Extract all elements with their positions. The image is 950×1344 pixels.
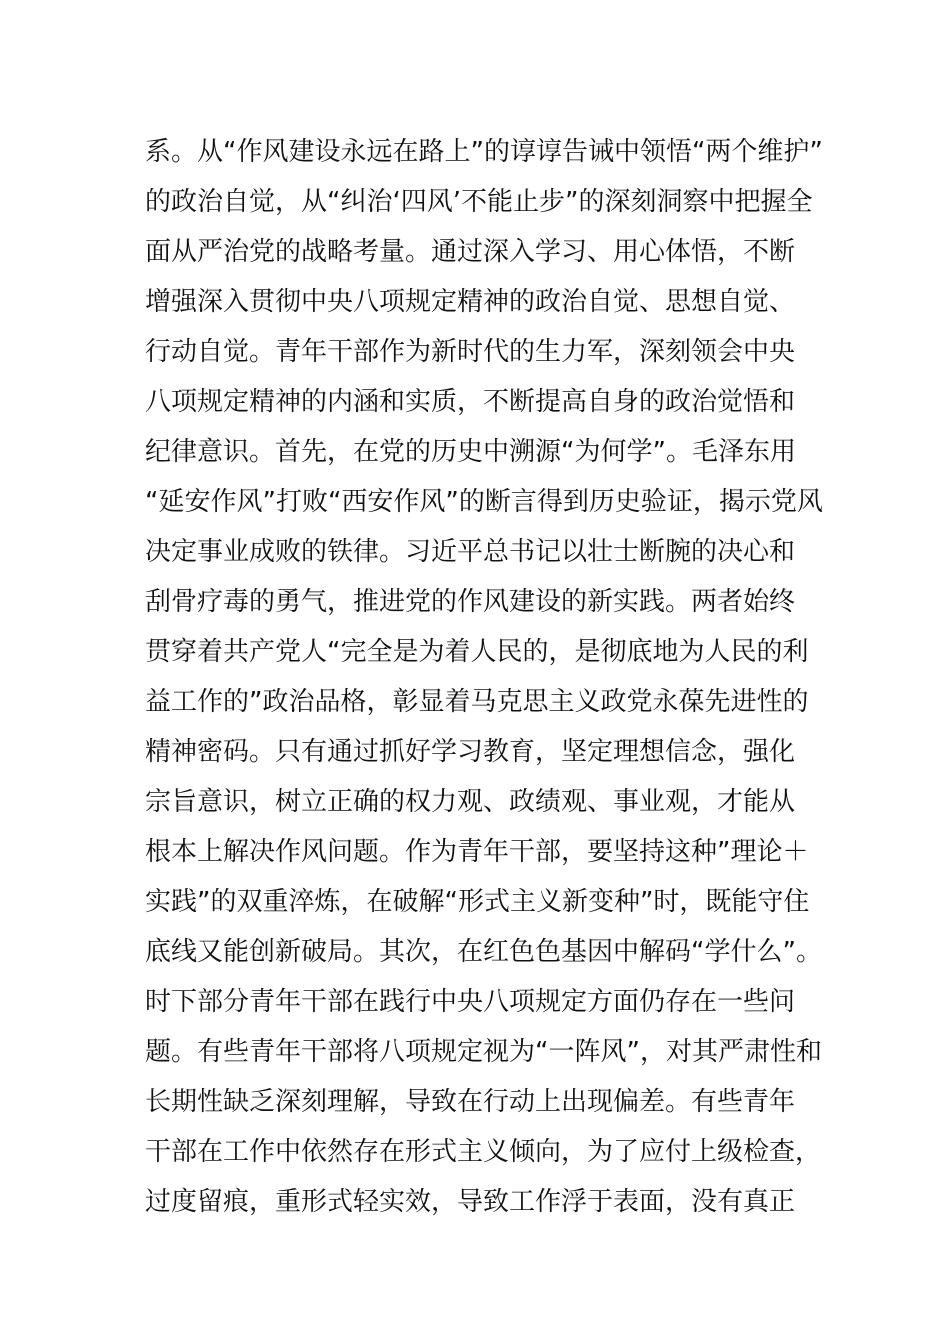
text-line-15: 根本上解决作风问题。作为青年干部，要坚持这种”理论＋ — [145, 837, 809, 867]
text-line-18: 时下部分青年干部在践行中央八项规定方面仍存在一些问 — [145, 987, 796, 1017]
text-line-5: 行动自觉。青年干部作为新时代的生力军，深刻领会中央 — [145, 337, 796, 367]
text-line-4: 增强深入贯彻中央八项规定精神的政治自觉、思想自觉、 — [145, 287, 796, 317]
text-line-21: 干部在工作中依然存在形式主义倾向，为了应付上级检查， — [145, 1137, 822, 1167]
text-line-7: 纪律意识。首先，在党的历史中溯源“为何学”。毛泽东用 — [145, 437, 796, 467]
text-line-2: 的政治自觉，从“纠治‘四风’不能止步”的深刻洞察中把握全 — [145, 187, 813, 217]
text-line-3: 面从严治党的战略考量。通过深入学习、用心体悟，不断 — [145, 237, 796, 267]
text-line-14: 宗旨意识，树立正确的权力观、政绩观、事业观，才能从 — [145, 787, 796, 817]
text-line-8: “延安作风”打败“西安作风”的断言得到历史验证，揭示党风 — [145, 487, 823, 517]
text-line-20: 长期性缺乏深刻理解，导致在行动上出现偏差。有些青年 — [145, 1087, 796, 1117]
text-line-19: 题。有些青年干部将八项规定视为“一阵风”，对其严肃性和 — [145, 1037, 822, 1067]
text-line-11: 贯穿着共产党人“完全是为着人民的，是彻底地为人民的利 — [145, 637, 809, 667]
text-line-9: 决定事业成败的铁律。习近平总书记以壮士断腕的决心和 — [145, 537, 796, 567]
text-line-12: 益工作的”政治品格，彰显着马克思主义政党永葆先进性的 — [145, 687, 809, 717]
text-line-10: 刮骨疗毒的勇气，推进党的作风建设的新实践。两者始终 — [145, 587, 796, 617]
text-line-17: 底线又能创新破局。其次，在红色色基因中解码“学什么”。 — [145, 937, 822, 967]
body-text — [145, 127, 825, 1227]
text-line-16: 实践”的双重淬炼，在破解“形式主义新变种”时，既能守住 — [145, 887, 810, 917]
text-line-22: 过度留痕，重形式轻实效，导致工作浮于表面，没有真正 — [145, 1187, 796, 1217]
text-line-6: 八项规定精神的内涵和实质，不断提高自身的政治觉悟和 — [145, 387, 796, 417]
text-line-1: 系。从“作风建设永远在路上”的谆谆告诫中领悟“两个维护” — [145, 137, 823, 167]
text-line-13: 精神密码。只有通过抓好学习教育，坚定理想信念，强化 — [145, 737, 796, 767]
